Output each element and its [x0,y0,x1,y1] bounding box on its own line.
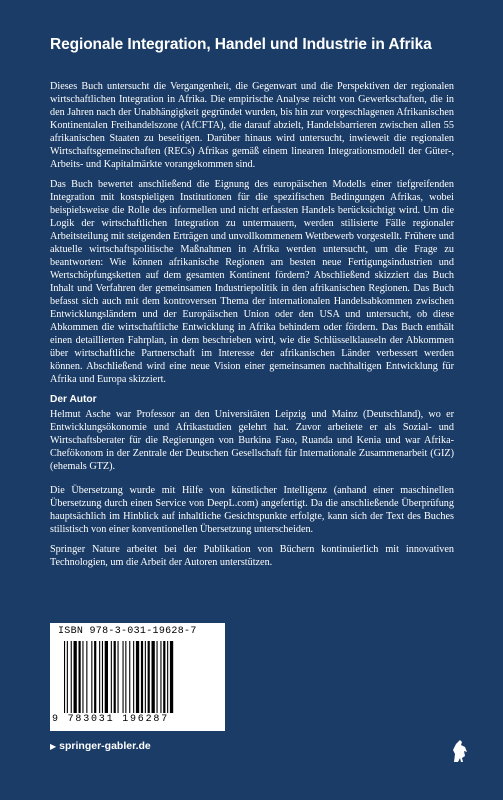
description-paragraph-2: Das Buch bewertet anschließend die Eignung des europäischen Modells einer tiefgreifenden Integration mit kostspieligen Institutionen für die spezifischen Bedingungen Afrikas, wobei beispielsweise die Rolle des informellen und nicht erfassten Handels berücksichtigt wird. Um die Logik der wirtschaftlichen Integration zu untermauern, werden stilisierte Fälle regionaler Arbeitsteilung mit steigenden Erträgen und unvollkommenem Wettbewerb vorgestellt. Frühere und aktuelle wirtschaftspolitische Maßnahmen in Afrika werden untersucht, um die Frage zu beantworten: Wie können afrikanische Regionen am besten neue Fertigungsindustrien und Wertschöpfungsketten auf dem gesamten Kontinent fördern? Abschließend skizziert das Buch Inhalt und Verfahren der gemeinsamen Industriepolitik in den afrikanischen Regionen. Das Buch befasst sich auch mit dem kontroversen Thema der internationalen Handelsabkommen zwischen Entwicklungsländern und der Europäischen Union oder den USA und untersucht, ob diese Abkommen die wirtschaftliche Entwicklung in Afrika behindern oder fördern. Das Buch enthält einen detaillierten Fahrplan, in dem beschrieben wird, wie die Schlüsselklauseln der Abkommen über wirtschaftliche Partnerschaft im Interesse der afrikanischen Länder verbessert werden können. Abschließend wird eine neue Vision einer gemeinsamen nachhaltigen Entwicklung für Afrika und Europa skizziert. [50,179,454,385]
cover-text [50,80,454,576]
isbn-barcode [50,623,225,731]
author-heading: Der Autor [50,394,97,405]
barcode-bars [64,641,214,713]
book-title: Regionale Integration, Handel und Industrie in Afrika [50,36,432,53]
isbn-label: ISBN 978-3-031-19628-7 [58,626,197,637]
ean-digits: 9 783031 196287 [52,714,170,725]
author-bio: Helmut Asche war Professor an den Universitäten Leipzig und Mainz (Deutschland), wo er Entwicklungsökonomie und Afrikastudien gelehrt hat. Zuvor arbeitete er als Sozial- und Wirtschaftsberater für die Regierungen von Burkina Faso, Ruanda und Kenia und war Afrika-Chefökonom in der Zentrale der Deutschen Gesellschaft für Internationale Zusammenarbeit (GIZ) (ehemals GTZ). [50,409,454,472]
translation-note: Die Übersetzung wurde mit Hilfe von künstlicher Intelligenz (anhand einer maschinellen Übersetzung durch einen Service von DeepL.com) angefertigt. Da die anschließende Überprüfung hauptsächlich im Hinblick auf inhaltliche Gesichtspunkte erfolgte, kann sich der Text des Buches stilistisch von einer konventionellen Übersetzung unterscheiden. [50,485,454,535]
publisher-url-text: springer-gabler.de [59,740,151,752]
arrow-right-icon: ▶ [50,742,57,751]
description-paragraph-1: Dieses Buch untersucht die Vergangenheit, die Gegenwart und die Perspektiven der regionalen wirtschaftlichen Integration in Afrika. Die empirische Analyse reicht von Gewerkschaften, die in den Jahren nach der Unabhängigkeit gegründet wurden, bis hin zur vorgeschlagenen Afrikanischen Kontinentalen Freihandelszone (AfCFTA), die darauf abzielt, Handelsbarrieren zwischen allen 55 afrikanischen Staaten zu beseitigen. Darüber hinaus wird untersucht, inwieweit die regionalen Wirtschaftsgemeinschaften (RECs) Afrikas gemäß einem linearen Integrationsmodell der Güter-, Arbeits- und Kapitalmärkte vorangekommen sind. [50,81,454,170]
springer-horse-logo-icon [448,738,472,764]
publisher-note: Springer Nature arbeitet bei der Publikation von Büchern kontinuierlich mit innovativen Technologien, um die Arbeit der Autoren unterstützen. [50,544,454,568]
publisher-url[interactable] [50,740,151,752]
